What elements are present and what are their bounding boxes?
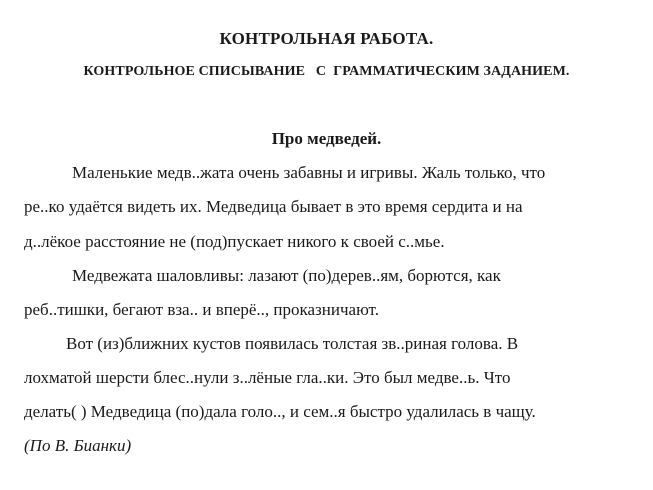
document-title: КОНТРОЛЬНАЯ РАБОТА. <box>219 29 434 48</box>
text-line-5: реб..тишки, бегают вза.. и вперё.., проказничают. <box>24 300 379 319</box>
author-attribution: (По В. Бианки) <box>24 436 132 455</box>
text-line-6: Вот (из)ближних кустов появилась толстая зв..риная голова. В <box>66 334 519 353</box>
text-title: Про медведей. <box>271 129 382 148</box>
text-line-2: ре..ко удаётся видеть их. Медведица бывает в это время сердита и на <box>24 197 523 216</box>
text-line-3: д..лёкое расстояние не (под)пускает никого к своей с..мье. <box>24 232 445 251</box>
text-line-1: Маленькие медв..жата очень забавны и игривы. Жаль только, что <box>72 163 546 182</box>
text-line-8: делать( ) Медведица (по)дала голо.., и сем..я быстро удалилась в чащу. <box>24 402 536 421</box>
text-line-7: лохматой шерсти блес..нули з..лёные гла..ки. Это был медве..ь. Что <box>24 368 511 387</box>
document-subtitle: КОНТРОЛЬНОЕ СПИСЫВАНИЕ С ГРАММАТИЧЕСКИМ ЗАДАНИЕМ. <box>83 64 570 79</box>
text-line-4: Медвежата шаловливы: лазают (по)дерев..ям, борются, как <box>72 266 501 285</box>
